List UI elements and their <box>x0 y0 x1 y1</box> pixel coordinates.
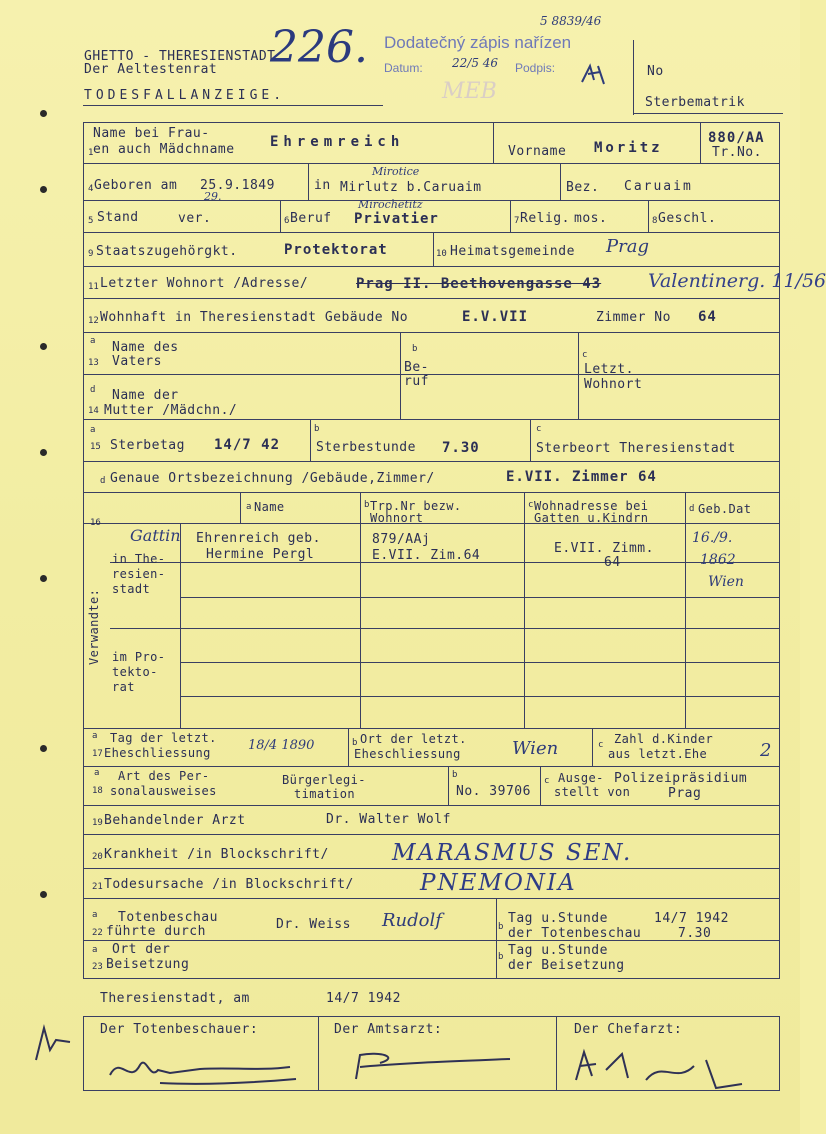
field-number: 1 <box>88 148 94 158</box>
place-date-value: 14/7 1942 <box>326 991 401 1006</box>
col-name-header: Name <box>254 500 285 514</box>
punch-hole <box>40 186 47 193</box>
punch-hole <box>40 110 47 117</box>
stamp-sign-label: Podpis: <box>515 61 556 75</box>
field-letter: d <box>100 476 106 486</box>
org-line-1: GHETTO - THERESIENSTADT <box>84 49 276 64</box>
inspection-label-1: Totenbeschau <box>118 910 218 925</box>
born-label: Geboren am <box>94 178 178 193</box>
field-number: 4 <box>88 184 94 194</box>
field-letter: d <box>689 504 695 514</box>
field-number: 14 <box>88 406 99 416</box>
field-letter: c <box>544 776 550 786</box>
relative-birth-line1: 16./9. <box>692 530 733 546</box>
cause-label: Todesursache /in Blockschrift/ <box>104 877 354 892</box>
birthplace-correction: Mirotice <box>372 165 420 178</box>
punch-hole <box>40 575 47 582</box>
field-letter: b <box>314 424 320 434</box>
surname-value: Ehremreich <box>270 134 405 150</box>
stamp-reference: 5 8839/46 <box>540 14 602 28</box>
field-number: 19 <box>92 818 103 828</box>
signature-label-chief-doctor: Der Chefarzt: <box>574 1022 683 1037</box>
issued-label-2: stellt von <box>554 785 631 799</box>
field-letter: a <box>246 502 252 512</box>
in-label: in <box>314 178 331 193</box>
mother-label-line2: Mutter /Mädchn./ <box>104 403 238 418</box>
in-theresienstadt-label: in The- resien- stadt <box>112 552 166 596</box>
sex-label: Geschl. <box>658 211 717 226</box>
inspection-time-value-2: 7.30 <box>678 926 712 941</box>
name-label-line1: Name bei Frau- <box>93 126 210 141</box>
inspection-value: Dr. Weiss <box>276 917 351 932</box>
relative-address-line2: 64 <box>604 555 621 570</box>
punch-hole <box>40 449 47 456</box>
col-birth-header: Geb.Dat <box>698 502 752 516</box>
field-number: 5 <box>88 216 94 226</box>
relative-transport-line1: 879/AAj <box>372 532 431 547</box>
relative-name-line1: Ehrenreich geb. <box>196 531 321 546</box>
id-label-1: Art des Per- <box>118 769 210 783</box>
religion-label: Relig. <box>520 211 570 226</box>
form-number: 226. <box>270 22 368 73</box>
marriage-day-label-1: Tag der letzt. <box>110 731 217 745</box>
last-residence-value: Prag II. Beethovengasse 43 <box>356 276 602 292</box>
relative-birth-line3: Wien <box>708 574 744 590</box>
field-number: 8 <box>652 216 658 226</box>
death-day-label: Sterbetag <box>110 438 185 453</box>
field-letter: b <box>498 922 504 932</box>
field-number: 16 <box>90 518 101 528</box>
home-community-label: Heimatsgemeinde <box>450 244 575 259</box>
margin-mark-icon <box>30 1020 80 1065</box>
exact-place-label: Genaue Ortsbezeichnung /Gebäude,Zimmer/ <box>110 471 435 486</box>
in-protektorat-label: im Pro- tekto- rat <box>112 650 166 694</box>
id-label-2: sonalausweises <box>110 784 217 798</box>
field-number: 9 <box>88 249 94 259</box>
firstname-value: Moritz <box>594 140 663 156</box>
field-letter: b <box>412 344 418 354</box>
stamp-title: Dodatečný zápis nařízen <box>384 33 572 52</box>
punch-hole <box>40 343 47 350</box>
marriage-place-label-1: Ort der letzt. <box>360 732 467 746</box>
no-label: No <box>647 64 664 79</box>
relative-name-line2: Hermine Pergl <box>206 547 315 562</box>
doctor-label: Behandelnder Arzt <box>104 813 246 828</box>
punch-hole <box>40 891 47 898</box>
last-residence-correction: Valentinerg. 11/56 <box>648 270 826 292</box>
transport-value: 880/AA <box>708 130 765 146</box>
burial-time-label-1: Tag u.Stunde <box>508 943 608 958</box>
marriage-place-value: Wien <box>512 738 559 759</box>
occupation-label: Beruf <box>290 211 332 226</box>
col-address-header: Wohnadresse bei Gatten u.Kindrn <box>534 499 649 525</box>
children-label-2: aus letzt.Ehe <box>608 747 708 761</box>
inspection-time-value-1: 14/7 1942 <box>654 911 729 926</box>
field-letter: c <box>536 424 542 434</box>
field-number: 13 <box>88 358 99 368</box>
field-number: 17 <box>92 749 103 759</box>
issued-value-2: Prag <box>668 786 702 801</box>
occupation-correction: Mirochetitz <box>358 198 423 211</box>
citizenship-value: Protektorat <box>284 242 388 258</box>
field-number: 10 <box>436 249 447 259</box>
field-number: 6 <box>284 216 290 226</box>
marriage-place-label-2: Eheschliessung <box>354 747 461 761</box>
last-place-label-line2: Wohnort <box>584 377 643 392</box>
occupation2-label-line2: ruf <box>404 374 429 389</box>
stamp-signature-icon <box>578 60 608 88</box>
death-day-value: 14/7 42 <box>214 437 281 453</box>
id-value-2: timation <box>294 787 355 801</box>
burial-place-label-1: Ort der <box>112 942 171 957</box>
home-community-value: Prag <box>606 236 649 257</box>
death-hour-value: 7.30 <box>442 440 480 456</box>
marriage-day-label-2: Eheschliessung <box>104 746 211 760</box>
field-letter: a <box>90 336 96 346</box>
doctor-value: Dr. Walter Wolf <box>326 812 451 827</box>
field-letter: a <box>90 425 96 435</box>
id-number: No. 39706 <box>456 784 531 799</box>
inspection-time-label-1: Tag u.Stunde <box>508 911 608 926</box>
exact-place-value: E.VII. Zimmer 64 <box>506 469 657 485</box>
children-label-1: Zahl d.Kinder <box>614 732 714 746</box>
field-number: 22 <box>92 928 103 938</box>
place-date-label: Theresienstadt, am <box>100 991 250 1006</box>
birthplace-value: Mirlutz b.Caruaim <box>340 180 482 195</box>
death-hour-label: Sterbestunde <box>316 440 416 455</box>
field-letter: a <box>92 910 98 920</box>
field-letter: a <box>94 768 100 778</box>
firstname-label: Vorname <box>508 144 567 159</box>
coroner-signature-icon <box>100 1045 310 1090</box>
official-doctor-signature-icon <box>340 1045 540 1090</box>
district-label: Bez. <box>566 180 600 195</box>
field-number: 20 <box>92 852 103 862</box>
burial-time-label-2: der Beisetzung <box>508 958 625 973</box>
born-correction: 29. <box>204 190 222 203</box>
inspection-time-label-2: der Totenbeschau <box>508 926 642 941</box>
inspection-value-handwritten: Rudolf <box>382 910 442 931</box>
marriage-day-value: 18/4 1890 <box>248 738 315 753</box>
chief-doctor-signature-icon <box>566 1040 766 1100</box>
field-number: 18 <box>92 786 103 796</box>
field-letter: c <box>528 500 534 510</box>
stamp-date-value: 22/5 46 <box>452 56 499 70</box>
org-line-2: Der Aeltestenrat <box>84 62 218 77</box>
stamp-date-label: Datum: <box>384 61 423 75</box>
inspection-label-2: führte durch <box>106 924 206 939</box>
faded-stamp-icon <box>440 74 530 104</box>
father-label-line2: Vaters <box>112 354 162 369</box>
field-letter: b <box>498 952 504 962</box>
field-letter: c <box>582 350 588 360</box>
last-residence-label: Letzter Wohnort /Adresse/ <box>100 276 309 291</box>
transport-label: Tr.No. <box>712 145 762 160</box>
field-letter: b <box>352 738 358 748</box>
room-value: 64 <box>698 309 717 325</box>
relative-address-line1: E.VII. Zimm. <box>554 541 654 556</box>
id-value-1: Bürgerlegi- <box>282 773 366 787</box>
field-letter: a <box>92 731 98 741</box>
field-number: 23 <box>92 962 103 972</box>
signature-label-official-doctor: Der Amtsarzt: <box>334 1022 443 1037</box>
field-letter: d <box>90 385 96 395</box>
cause-value: PNEMONIA <box>420 870 577 896</box>
district-value: Caruaim <box>624 179 693 194</box>
citizenship-label: Staatszugehörgkt. <box>96 244 238 259</box>
illness-label: Krankheit /in Blockschrift/ <box>104 847 329 862</box>
issued-label-1: Ausge- <box>558 771 604 785</box>
name-label-line2: en auch Mädchname <box>93 142 235 157</box>
illness-value: MARASMUS SEN. <box>392 840 633 866</box>
status-label: Stand <box>97 210 139 225</box>
form-title: TODESFALLANZEIGE. <box>84 88 286 103</box>
status-value: ver. <box>178 211 212 226</box>
last-place-label-line1: Letzt. <box>584 362 634 377</box>
religion-value: mos. <box>574 211 608 226</box>
born-value: 25.9.1849 <box>200 178 275 193</box>
field-letter: b <box>364 500 370 510</box>
death-place-label: Sterbeort Theresienstadt <box>536 441 736 456</box>
field-number: 15 <box>90 442 101 452</box>
field-number: 11 <box>88 282 99 292</box>
field-letter: a <box>92 945 98 955</box>
field-number: 21 <box>92 882 103 892</box>
field-letter: c <box>598 740 604 750</box>
field-letter: b <box>452 770 458 780</box>
building-value: E.V.VII <box>462 309 529 325</box>
relatives-side-label: Verwandte: <box>87 588 101 665</box>
father-label-line1: Name des <box>112 340 179 355</box>
mother-label-line1: Name der <box>112 388 179 403</box>
room-label: Zimmer No <box>596 310 671 325</box>
relative-relation: Gattin <box>130 526 181 545</box>
resident-label: Wohnhaft in Theresienstadt Gebäude No <box>100 310 409 325</box>
col-transport-header: Trp.Nr bezw. Wohnort <box>370 499 462 525</box>
sterbematrik-label: Sterbematrik <box>645 95 745 110</box>
relative-transport-line2: E.VII. Zim.64 <box>372 548 481 563</box>
field-number: 12 <box>88 316 99 326</box>
field-number: 7 <box>514 216 520 226</box>
occupation2-label-line1: Be- <box>404 360 429 375</box>
issued-value-1: Polizeipräsidium <box>614 771 748 786</box>
relative-birth-line2: 1862 <box>700 552 736 568</box>
punch-hole <box>40 745 47 752</box>
occupation-value: Privatier <box>354 211 439 227</box>
burial-place-label-2: Beisetzung <box>106 957 190 972</box>
children-value: 2 <box>760 740 772 761</box>
signature-label-coroner: Der Totenbeschauer: <box>100 1022 259 1037</box>
svg-text:MEB: MEB <box>442 79 497 104</box>
